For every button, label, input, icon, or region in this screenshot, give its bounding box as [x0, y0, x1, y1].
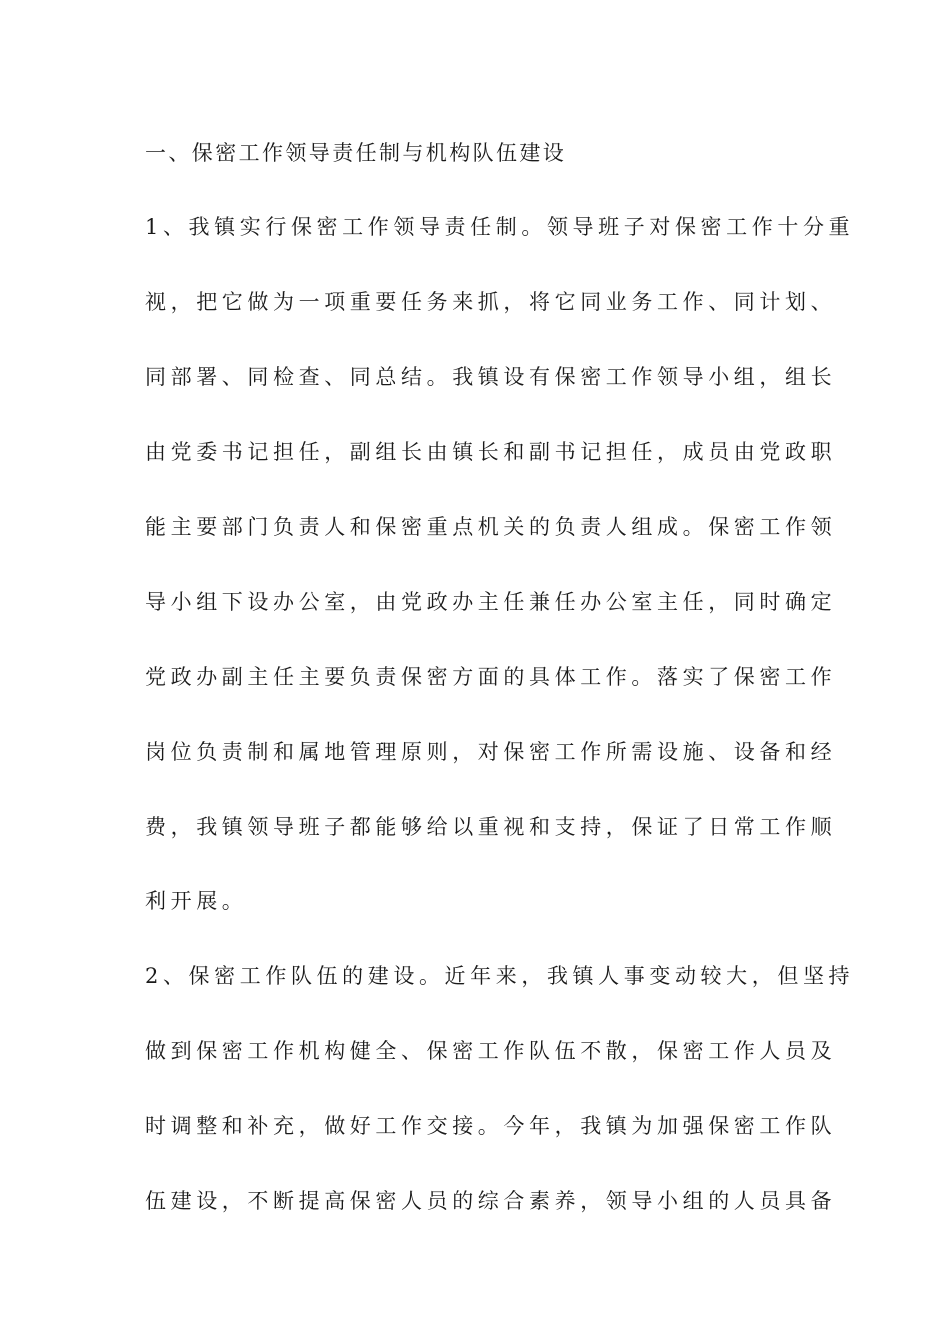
text-line: 费，我镇领导班子都能够给以重视和支持，保证了日常工作顺: [145, 815, 837, 839]
text-line: 由党委书记担任，副组长由镇长和副书记担任，成员由党政职: [145, 440, 837, 464]
text-line: 利开展。: [145, 889, 248, 913]
text-line: 做到保密工作机构健全、保密工作队伍不散，保密工作人员及: [145, 1039, 837, 1063]
text-line: 导小组下设办公室，由党政办主任兼任办公室主任，同时确定: [145, 590, 837, 614]
text-line: 同部署、同检查、同总结。我镇设有保密工作领导小组，组长: [145, 365, 837, 389]
section-heading: 一、保密工作领导责任制与机构队伍建设: [145, 141, 567, 165]
text-line: 1、我镇实行保密工作领导责任制。领导班子对保密工作十分重: [145, 215, 855, 239]
text-line: 岗位负责制和属地管理原则，对保密工作所需设施、设备和经: [145, 740, 837, 764]
text-line: 视，把它做为一项重要任务来抓，将它同业务工作、同计划、: [145, 290, 837, 314]
text-line: 2、保密工作队伍的建设。近年来，我镇人事变动较大，但坚持: [145, 964, 855, 988]
text-line: 时调整和补充，做好工作交接。今年，我镇为加强保密工作队: [145, 1114, 837, 1138]
text-line: 伍建设，不断提高保密人员的综合素养，领导小组的人员具备: [145, 1189, 837, 1213]
text-line: 能主要部门负责人和保密重点机关的负责人组成。保密工作领: [145, 515, 837, 539]
text-line: 党政办副主任主要负责保密方面的具体工作。落实了保密工作: [145, 665, 837, 689]
